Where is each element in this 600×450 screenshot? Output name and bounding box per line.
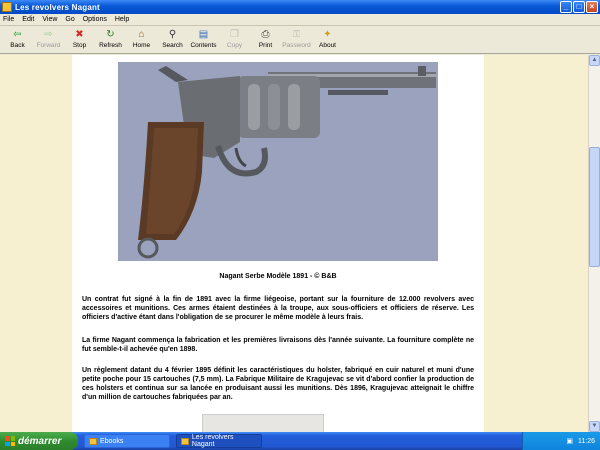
scroll-down-icon[interactable]: ▼	[589, 421, 600, 432]
scroll-thumb[interactable]	[589, 147, 600, 267]
content-viewport	[0, 55, 588, 432]
forward-button	[33, 27, 64, 53]
toolbar-button-label: Contents	[190, 42, 217, 49]
menu-go[interactable]: Go	[65, 16, 75, 23]
app-icon	[181, 438, 189, 445]
copy-button	[219, 27, 250, 53]
forward-arrow-icon: ⇨	[44, 29, 53, 40]
toolbar-button-label: Print	[258, 42, 273, 49]
system-tray	[522, 432, 600, 450]
print-button[interactable]	[250, 27, 281, 53]
toolbar-button-label: About	[319, 42, 336, 49]
toolbar-button-label: Password	[282, 42, 311, 49]
start-label: démarrer	[18, 435, 62, 447]
taskbar-item-label: Les revolvers Nagant	[191, 434, 234, 448]
toolbar-button-label: Stop	[72, 42, 87, 49]
next-photo-thumbnail	[202, 414, 324, 432]
menu-view[interactable]: View	[42, 16, 58, 23]
home-button[interactable]	[126, 27, 157, 53]
paragraph-fabrication: La firme Nagant commença la fabrication et les premières livraisons dès l'année suivante. La fourniture complète ne fut semble-t-il achevée qu'en 1898.	[82, 337, 474, 353]
clock[interactable]: 11:26	[578, 437, 595, 445]
scroll-up-icon[interactable]: ▲	[589, 55, 600, 66]
app-icon	[2, 2, 12, 12]
toolbar-button-label: Search	[162, 42, 183, 49]
minimize-button[interactable]: _	[560, 1, 572, 13]
password-button	[281, 27, 312, 53]
contents-icon: ▤	[198, 29, 209, 40]
photo-caption: Nagant Serbe Modèle 1891 - © B&B	[219, 273, 337, 280]
menu-help[interactable]: Help	[114, 16, 130, 23]
revolver-illustration	[118, 62, 438, 261]
stop-button[interactable]	[64, 27, 95, 53]
taskbar-item-ebooks[interactable]	[84, 434, 170, 448]
toolbar-button-label: Refresh	[99, 42, 122, 49]
contents-button[interactable]	[188, 27, 219, 53]
taskbar	[0, 432, 600, 450]
close-button[interactable]: ×	[586, 1, 598, 13]
key-icon: ⚿	[292, 29, 301, 40]
home-icon: ⌂	[138, 29, 145, 40]
toolbar-button-label: Copy	[226, 42, 243, 49]
stop-icon: ✖	[75, 29, 84, 40]
search-button[interactable]	[157, 27, 188, 53]
search-icon: ⚲	[168, 29, 177, 40]
page-column	[72, 55, 484, 432]
paragraph-holster: Un règlement datant du 4 février 1895 définit les caractéristiques du holster, fabriqué en cuir naturel et muni d'une petite poche pour 15 cartouches (7,5 mm). La Fabrique Militaire de Kragujevac se vit d'abord confier la production de ces holsters et continua sur sa lancée en produisant aussi les munitions. Dès 1896, Kragujevac atteignait le chiffre d'un million de cartouches fabriquées par an.	[82, 367, 474, 401]
menu-edit[interactable]: Edit	[22, 16, 35, 23]
refresh-icon: ↻	[106, 29, 115, 40]
menu-bar	[0, 14, 600, 26]
toolbar-button-label: Home	[132, 42, 151, 49]
window-controls	[560, 1, 598, 13]
maximize-button[interactable]: □	[573, 1, 585, 13]
refresh-button[interactable]	[95, 27, 126, 53]
menu-options[interactable]: Options	[82, 16, 107, 23]
network-icon[interactable]: ▣	[566, 438, 573, 445]
toolbar-button-label: Forward	[36, 42, 61, 49]
vertical-scrollbar[interactable]	[588, 55, 600, 432]
toolbar-button-label: Back	[10, 42, 25, 49]
copy-icon: ❐	[230, 29, 239, 40]
title-bar	[0, 0, 600, 14]
taskbar-item-label: Ebooks	[100, 437, 124, 445]
about-button[interactable]	[312, 27, 343, 53]
revolver-photo	[118, 62, 438, 261]
paragraph-contract: Un contrat fut signé à la fin de 1891 avec la firme liégeoise, portant sur la fourniture de 12.000 revolvers avec accessoires et munitions. Ces armes étaient destinées à la troupe, aux sous-officiers et officiers de réserve. Les officiers d'active étant dans l'obligation de se procurer le même modèle à leurs frais.	[82, 296, 474, 321]
taskbar-item-revolvers[interactable]	[176, 434, 262, 448]
windows-flag-icon	[5, 436, 15, 446]
start-button[interactable]	[0, 432, 78, 450]
window-title: Les revolvers Nagant	[15, 2, 100, 12]
back-arrow-icon: ⇦	[13, 29, 22, 40]
folder-icon	[89, 438, 97, 445]
about-icon: ✦	[323, 29, 332, 40]
back-button[interactable]	[2, 27, 33, 53]
toolbar	[0, 27, 600, 54]
print-icon: ⎙	[261, 29, 270, 40]
menu-file[interactable]: File	[3, 16, 15, 23]
